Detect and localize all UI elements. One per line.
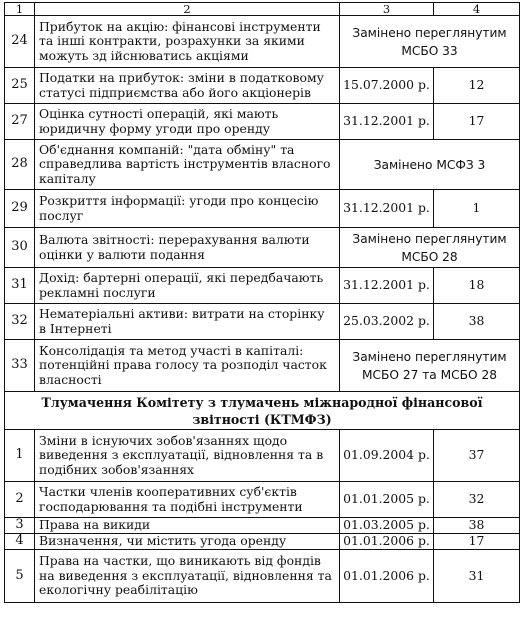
table-row [5, 430, 520, 482]
row-description: Об'єднання компаній: "дата обміну" та справедлива вартість інструментів власного капіталу [35, 140, 340, 190]
row-description: Оцінка сутності операцій, які мають юридичну форму угоди про оренду [35, 104, 340, 140]
column-number-cell: 2 [35, 3, 340, 16]
reference-value: 17 [434, 104, 520, 140]
replacement-note: Замінено переглянутим МСБО 33 [340, 16, 520, 68]
reference-value: 31 [434, 550, 520, 603]
replacement-note: Замінено МСФЗ 3 [340, 140, 520, 190]
table-row [5, 190, 520, 228]
effective-date: 31.12.2001 р. [340, 104, 434, 140]
section-header-row [5, 392, 520, 430]
effective-date: 15.07.2000 р. [340, 68, 434, 104]
reference-value: 32 [434, 482, 520, 518]
row-description: Частки членів кооперативних суб'єктів господарювання та подібні інструменти [35, 482, 340, 518]
effective-date: 01.01.2005 р. [340, 482, 434, 518]
reference-value: 38 [434, 518, 520, 534]
table-row [5, 268, 520, 304]
row-number: 32 [5, 304, 35, 340]
effective-date: 25.03.2002 р. [340, 304, 434, 340]
row-number: 5 [5, 550, 35, 603]
row-description: Валюта звітності: перерахування валюти оцінки у валюти подання [35, 228, 340, 268]
reference-value: 18 [434, 268, 520, 304]
row-number: 29 [5, 190, 35, 228]
table-row [5, 104, 520, 140]
row-number: 27 [5, 104, 35, 140]
table-row [5, 68, 520, 104]
effective-date: 01.01.2006 р. [340, 534, 434, 550]
row-number: 4 [5, 534, 35, 550]
table-row [5, 304, 520, 340]
section-title: Тлумачення Комітету з тлумачень міжнародної фінансової звітності (КТМФЗ) [5, 392, 520, 430]
row-number: 1 [5, 430, 35, 482]
row-description: Нематеріальні активи: витрати на сторінку в Інтернеті [35, 304, 340, 340]
row-description: Розкриття інформації: угоди про концесію послуг [35, 190, 340, 228]
row-description: Права на викиди [35, 518, 340, 534]
row-number: 28 [5, 140, 35, 190]
row-number: 33 [5, 340, 35, 392]
table-row [5, 340, 520, 392]
row-number: 25 [5, 68, 35, 104]
table-row [5, 228, 520, 268]
standards-table [4, 2, 520, 603]
column-number-cell: 3 [340, 3, 434, 16]
effective-date: 01.09.2004 р. [340, 430, 434, 482]
row-number: 31 [5, 268, 35, 304]
reference-value: 12 [434, 68, 520, 104]
reference-value: 38 [434, 304, 520, 340]
replacement-note: Замінено переглянутим МСБО 27 та МСБО 28 [340, 340, 520, 392]
table-row [5, 140, 520, 190]
row-description: Прибуток на акцію: фінансові інструменти та інші контракти, розрахунки за якими можуть зд ійснюватись акціями [35, 16, 340, 68]
row-number: 24 [5, 16, 35, 68]
row-description: Права на частки, що виникають від фондів на виведення з експлуатації, відновлення та екологічну реабілітацію [35, 550, 340, 603]
table-row [5, 518, 520, 534]
effective-date: 31.12.2001 р. [340, 190, 434, 228]
row-number: 3 [5, 518, 35, 534]
row-number: 2 [5, 482, 35, 518]
reference-value: 37 [434, 430, 520, 482]
column-number-row [5, 3, 520, 16]
row-description: Зміни в існуючих зобов'язаннях щодо виведення з експлуатації, відновлення та в подібних зобов'язаннях [35, 430, 340, 482]
replacement-note: Замінено переглянутим МСБО 28 [340, 228, 520, 268]
row-description: Визначення, чи містить угода оренду [35, 534, 340, 550]
row-number: 30 [5, 228, 35, 268]
reference-value: 1 [434, 190, 520, 228]
table-row [5, 482, 520, 518]
column-number-cell: 1 [5, 3, 35, 16]
effective-date: 01.01.2006 р. [340, 550, 434, 603]
row-description: Податки на прибуток: зміни в податковому статусі підприємства або його акціонерів [35, 68, 340, 104]
table-row [5, 550, 520, 603]
reference-value: 17 [434, 534, 520, 550]
column-number-cell: 4 [434, 3, 520, 16]
effective-date: 31.12.2001 р. [340, 268, 434, 304]
row-description: Консолідація та метод участі в капіталі: потенційні права голосу та розподіл часток власності [35, 340, 340, 392]
table-row [5, 16, 520, 68]
effective-date: 01.03.2005 р. [340, 518, 434, 534]
table-row [5, 534, 520, 550]
row-description: Дохід: бартерні операції, які передбачають рекламні послуги [35, 268, 340, 304]
